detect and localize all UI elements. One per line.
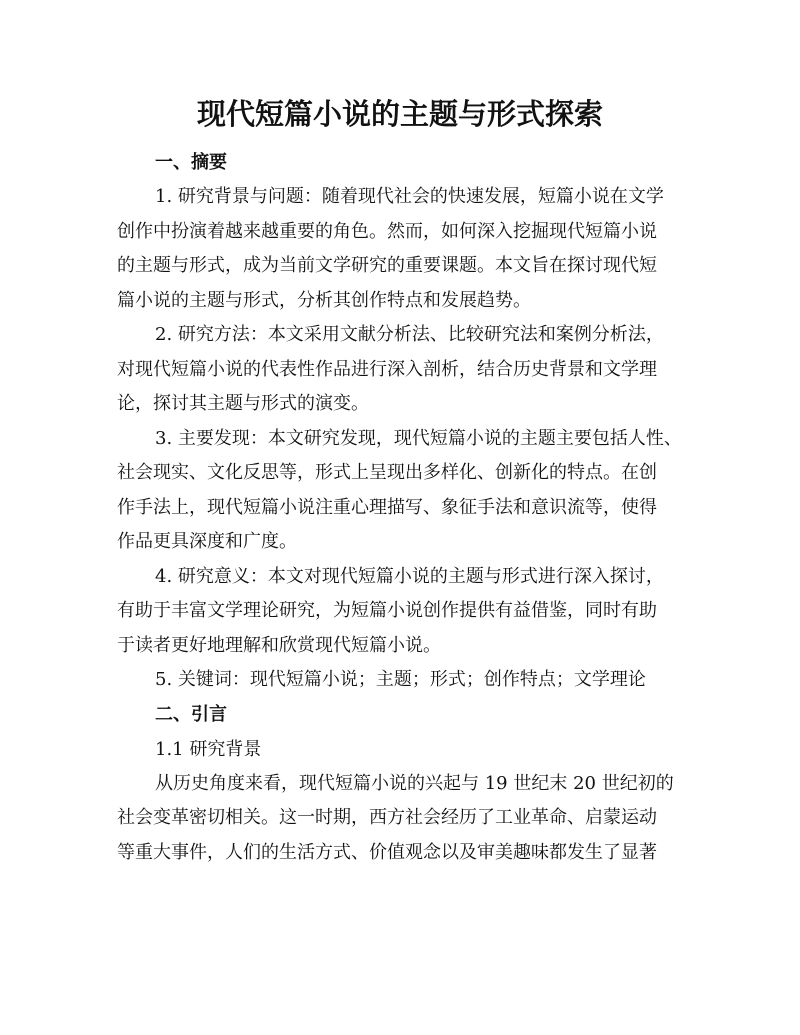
abstract-paragraph-4 [117,560,697,664]
abstract-paragraph-3 [117,422,697,560]
text-line: 5. 关键词：现代短篇小说；主题；形式；创作特点；文学理论 [155,669,646,690]
section-heading-introduction: 二、引言 [155,703,227,725]
text-line: 作手法上，现代短篇小说注重心理描写、象征手法和意识流等，使得 [117,496,657,518]
text-line: 2. 研究方法：本文采用文献分析法、比较研究法和案例分析法， [155,324,664,345]
text-line: 1. 研究背景与问题：随着现代社会的快速发展，短篇小说在文学 [155,186,664,207]
text-line: 创作中扮演着越来越重要的角色。然而，如何深入挖掘现代短篇小说 [117,220,657,242]
text-line: 4. 研究意义：本文对现代短篇小说的主题与形式进行深入探讨， [155,565,664,587]
text-line: 社会变革密切相关。这一时期，西方社会经历了工业革命、启蒙运动 [117,807,657,828]
document-title: 现代短篇小说的主题与形式探索 [196,97,603,131]
intro-paragraph [117,767,697,871]
abstract-keywords [117,663,697,698]
text-line: 有助于丰富文学理论研究，为短篇小说创作提供有益借鉴，同时有助 [117,600,657,621]
text-line: 等重大事件，人们的生活方式、价值观念以及审美趣味都发生了显著 [117,841,657,863]
abstract-paragraph-1 [117,180,697,318]
document-body [117,146,697,870]
text-line: 篇小说的主题与形式，分析其创作特点和发展趋势。 [117,289,531,311]
text-line: 于读者更好地理解和欣赏现代短篇小说。 [117,634,441,656]
text-line: 从历史角度来看，现代短篇小说的兴起与 19 世纪末 20 世纪初的 [155,772,674,794]
text-line: 作品更具深度和广度。 [117,531,297,552]
text-line: 论，探讨其主题与形式的演变。 [117,393,369,414]
subsection-heading: 1.1 研究背景 [155,738,262,760]
abstract-paragraph-2 [117,318,697,422]
text-line: 对现代短篇小说的代表性作品进行深入剖析，结合历史背景和文学理 [117,358,657,380]
text-line: 社会现实、文化反思等，形式上呈现出多样化、创新化的特点。在创 [117,462,657,483]
text-line: 的主题与形式，成为当前文学研究的重要课题。本文旨在探讨现代短 [117,255,657,276]
section-heading-abstract: 一、摘要 [155,152,227,173]
text-line: 3. 主要发现：本文研究发现，现代短篇小说的主题主要包括人性、 [155,427,682,449]
